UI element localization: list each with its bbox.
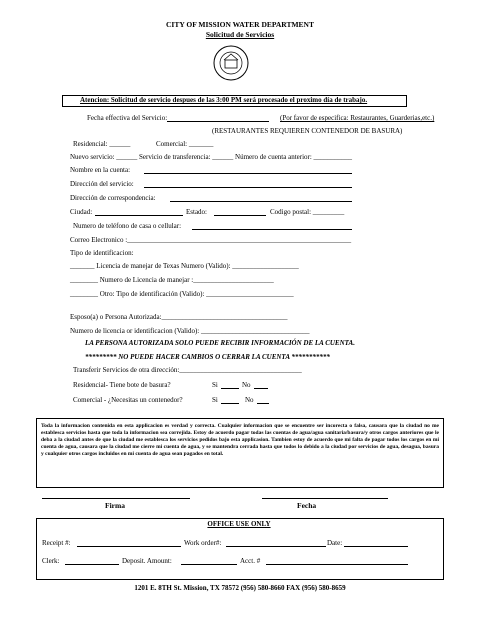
office-date-field[interactable] <box>344 546 408 547</box>
res-no-label: No <box>242 381 251 389</box>
effective-date-label: Fecha effectiva del Servicio: <box>87 114 168 122</box>
acct-field[interactable] <box>266 564 408 565</box>
no-changes-notice: ********* NO PUEDE HACER CAMBIOS O CERRAR LA CUENTA *********** <box>85 353 330 361</box>
commercial-container-label: Comercial - ¿Necesitas un contenedor? <box>73 396 183 404</box>
spouse-line[interactable]: Esposo(a) o Persona Autorizada:____________________________________ <box>70 313 288 321</box>
phone-label: Numero de teléfono de casa o cellular: <box>73 222 182 230</box>
footer-address: 1201 E. 8TH St. Mission, TX 78572 (956) 580-8660 FAX (956) 580-8659 <box>134 584 346 592</box>
commercial-option[interactable]: Comercial: _______ <box>156 140 214 148</box>
date-label: Date: <box>327 539 343 547</box>
account-name-field[interactable] <box>144 173 352 174</box>
transfer-other-line[interactable]: Transferir Servicios de otra dirección:___________________________________ <box>73 366 302 374</box>
residential-trash-label: Residencial- Tiene bote de basura? <box>73 381 171 389</box>
office-use-title: OFFICE USE ONLY <box>207 520 271 528</box>
dl-texas-line[interactable]: _______ Licencia de manejar de Texas Numero (Valido): ___________________ <box>70 262 299 270</box>
residential-option[interactable]: Residencial: ______ <box>73 140 131 148</box>
license-number-line[interactable]: Numero de licencia or identificacion (Valido): _______________________________ <box>70 327 310 335</box>
work-order-label: Work order#: <box>184 539 222 547</box>
clerk-field[interactable] <box>65 564 119 565</box>
deposit-label: Deposit. Amount: <box>122 557 172 565</box>
city-seal-logo <box>212 44 250 82</box>
deposit-field[interactable] <box>181 564 237 565</box>
disclaimer-text: Toda la informacion contenida en esta applicacion es verdad y correcta. Cualquier informacion que se encuentre ser incorecta o falsa, causara que la ciudad no me establesca servicios hasta que toda la informacion sea correjida. Estoy de acuerdo pagar todas las cuentas de agua/agua sanitaria/basura/y otros cargos anteriores que le deba a la ciudad antes de que la ciudad me establesca los servicios pedidos bajo esta applicasion. Tambien estoy de acuerdo que mi falta de pagar todos los cargos en mi cuenta de agua, causara que la ciudad me cierre mi cuenta de agua, y se mantendra cerrada hasta que todos lo debido a la ciudad por servicios de agua, desagua, basura y cualquier otros cargos incluidos en mi cuenta de agua sean pagados en total. <box>41 423 439 458</box>
res-no-field[interactable] <box>254 388 268 389</box>
acct-label: Acct. # <box>240 557 261 565</box>
dl-number-line[interactable]: ________ Numero de Licencia de manejar :_______________________ <box>70 276 274 284</box>
com-no-label: No <box>245 396 254 404</box>
city-field[interactable] <box>95 215 183 216</box>
clerk-label: Clerk: <box>42 557 60 565</box>
effective-date-field[interactable] <box>167 121 269 122</box>
work-order-field[interactable] <box>226 546 326 547</box>
service-address-label: Dirección del servicio: <box>70 180 134 188</box>
notice-text: Atencion: Solicitud de servicio despues de las 3:00 PM será procesado el proximo día de trabajo. <box>80 96 368 104</box>
res-si-field[interactable] <box>221 388 239 389</box>
id-type-label: Tipo de identificacion: <box>70 249 134 257</box>
authorized-only-notice: LA PERSONA AUTORIZADA SOLO PUEDE RECIBIR INFORMACIÓN DE LA CUENTA. <box>85 339 355 347</box>
mailing-address-label: Dirección de correspondencia: <box>70 194 156 202</box>
signature-field[interactable] <box>42 498 190 499</box>
specify-note: (Por favor de especifica: Restaurantes, Guarderias,etc.) <box>280 114 435 122</box>
disclaimer-box <box>36 418 444 488</box>
fecha-label: Fecha <box>297 501 317 510</box>
receipt-field[interactable] <box>77 546 181 547</box>
res-si-label: Si <box>212 381 218 389</box>
date-signature-field[interactable] <box>262 498 388 499</box>
new-service-line[interactable]: Nuevo servicio: ______ Servicio de transferencia: ______ Número de cuenta anterior: ___________ <box>70 153 353 161</box>
state-label: Estado: <box>186 208 207 216</box>
city-label: Ciudad: <box>70 208 93 216</box>
receipt-label: Receipt #: <box>42 539 71 547</box>
service-address-field[interactable] <box>144 187 352 188</box>
com-si-field[interactable] <box>221 403 239 404</box>
department-name: CITY OF MISSION WATER DEPARTMENT <box>166 20 314 29</box>
restaurant-note: (RESTAURANTES REQUIEREN CONTENEDOR DE BASURA) <box>212 127 403 135</box>
email-line[interactable]: Correo Electronico :________________________________________________________________ <box>70 236 352 244</box>
other-id-line[interactable]: ________ Otro: Tipo de identificación (Valido): _________________________ <box>70 290 294 298</box>
com-si-label: Si <box>212 396 218 404</box>
mailing-address-field[interactable] <box>170 201 352 202</box>
phone-field[interactable] <box>192 229 352 230</box>
account-name-label: Nombre en la cuenta: <box>70 166 131 174</box>
state-field[interactable] <box>214 215 266 216</box>
firma-label: Firma <box>105 501 125 510</box>
form-title: Solicitud de Servicios <box>205 30 275 39</box>
zip-label[interactable]: Codigo postal: _________ <box>270 208 345 216</box>
com-no-field[interactable] <box>257 403 269 404</box>
